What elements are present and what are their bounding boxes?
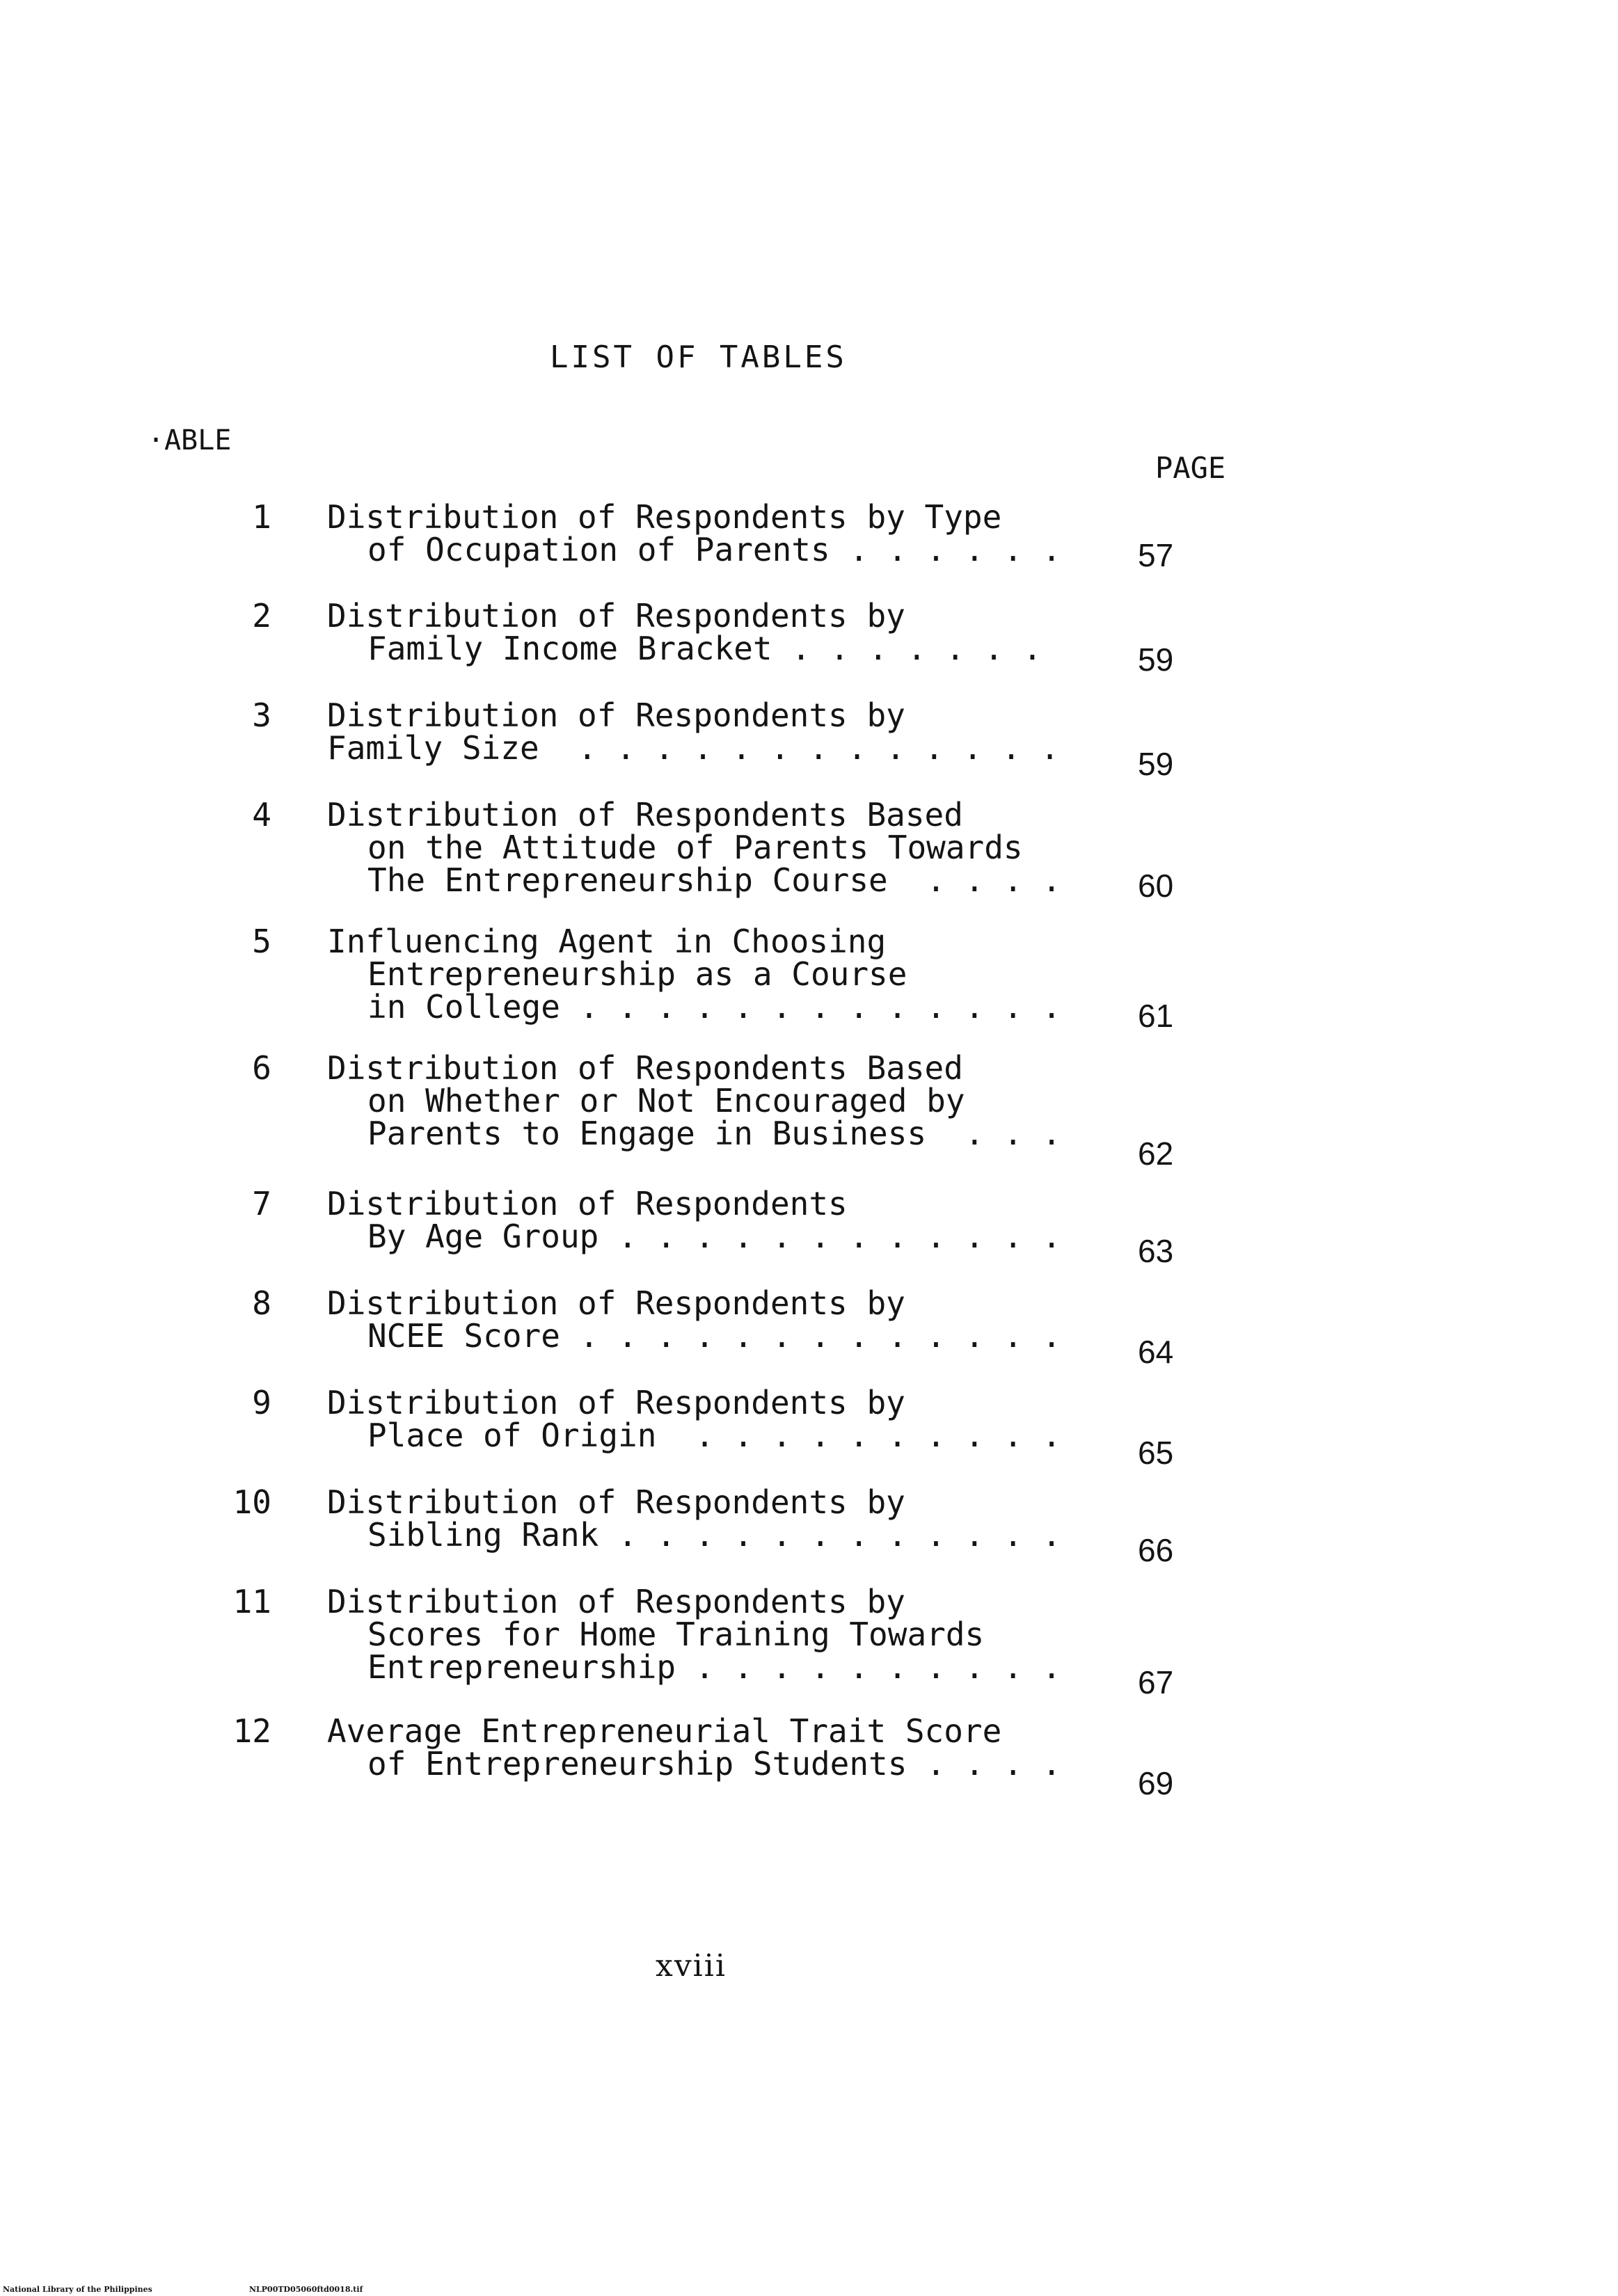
- table-entry-title-line: of Entrepreneurship Students . . . .: [367, 1745, 1061, 1783]
- table-entry-title-line: By Age Group . . . . . . . . . . . .: [367, 1218, 1061, 1255]
- table-entry-page: 64: [1138, 1334, 1174, 1370]
- table-entry-title-line: Entrepreneurship as a Course: [367, 955, 907, 993]
- table-entry-title-line: of Occupation of Parents . . . . . .: [367, 531, 1061, 568]
- table-entry-number: 9: [252, 1384, 271, 1421]
- table-entry-number: 6: [252, 1049, 271, 1087]
- table-entry-title: [327, 1583, 1253, 1686]
- table-entry-number: 4: [252, 796, 271, 834]
- table-entry-title-line: in College . . . . . . . . . . . . .: [367, 988, 1061, 1026]
- table-entry-title-line: Distribution of Respondents by: [327, 1483, 905, 1521]
- table-entry-title-line: NCEE Score . . . . . . . . . . . . .: [367, 1317, 1061, 1355]
- table-entry-number: 12: [232, 1712, 271, 1750]
- table-entry-number: 10: [232, 1483, 271, 1521]
- table-entry-title-line: Distribution of Respondents Based: [327, 1049, 963, 1087]
- table-entry-number: 1: [252, 498, 271, 536]
- table-entry-title: [327, 1483, 1253, 1554]
- table-entry-title-line: Distribution of Respondents Based: [327, 796, 963, 834]
- table-entry-title: [327, 1284, 1253, 1355]
- table-entry-number: 7: [252, 1185, 271, 1222]
- page-number: xviii: [656, 1948, 727, 1984]
- table-entry-page: 63: [1138, 1233, 1174, 1269]
- table-entry-title-line: Place of Origin . . . . . . . . . .: [367, 1417, 1061, 1454]
- table-entry-title: [327, 1185, 1253, 1255]
- table-entry-title: [327, 498, 1253, 568]
- table-entry-title: [327, 1049, 1253, 1152]
- table-entry-page: 67: [1138, 1664, 1174, 1700]
- table-entry-title-line: Distribution of Respondents by: [327, 1384, 905, 1421]
- footer-source: National Library of the Philippines: [3, 2285, 152, 2294]
- table-entry-page: 61: [1138, 998, 1174, 1034]
- table-entry-title-line: on Whether or Not Encouraged by: [367, 1082, 965, 1119]
- table-entry-title-line: Entrepreneurship . . . . . . . . . .: [367, 1648, 1061, 1686]
- table-entry-title: [327, 597, 1253, 667]
- table-entry-page: 69: [1138, 1765, 1174, 1801]
- table-entry-number: 5: [252, 923, 271, 960]
- table-entry-page: 66: [1138, 1532, 1174, 1568]
- table-entry-title-line: Distribution of Respondents by: [327, 1583, 905, 1620]
- table-entry-title-line: Distribution of Respondents by: [327, 597, 905, 635]
- table-entry-title-line: Family Income Bracket . . . . . . .: [367, 630, 1042, 667]
- table-entry-page: 59: [1138, 746, 1174, 782]
- table-entry-page: 62: [1138, 1135, 1174, 1172]
- table-entry-title-line: Sibling Rank . . . . . . . . . . . .: [367, 1516, 1061, 1554]
- table-entry-title: [327, 696, 1253, 767]
- table-entry-page: 57: [1138, 537, 1174, 573]
- table-entry-number: 11: [232, 1583, 271, 1620]
- table-entry-title-line: Scores for Home Training Towards: [367, 1616, 985, 1653]
- table-entry-title-line: Distribution of Respondents by Type: [327, 498, 1002, 536]
- table-entry-title-line: Distribution of Respondents by: [327, 1284, 905, 1322]
- table-column-header: ·ABLE: [148, 424, 232, 456]
- table-entry-number: 3: [252, 696, 271, 734]
- table-entry-number: 8: [252, 1284, 271, 1322]
- footer-file: NLP00TD05060ftd0018.tif: [249, 2285, 363, 2294]
- table-entry-number: 2: [252, 597, 271, 635]
- table-entry-page: 60: [1138, 868, 1174, 904]
- table-entry-title-line: Influencing Agent in Choosing: [327, 923, 887, 960]
- table-entry-title: [327, 923, 1253, 1026]
- table-entry-page: 59: [1138, 641, 1174, 678]
- table-entry-page: 65: [1138, 1435, 1174, 1471]
- table-entry-title-line: on the Attitude of Parents Towards: [367, 829, 1023, 866]
- table-entry-title-line: Distribution of Respondents: [327, 1185, 848, 1222]
- table-entry-title-line: The Entrepreneurship Course . . . .: [367, 861, 1061, 899]
- table-entry-title-line: Family Size . . . . . . . . . . . . .: [327, 729, 1060, 767]
- table-entry-title-line: Average Entrepreneurial Trait Score: [327, 1712, 1002, 1750]
- page-title: LIST OF TABLES: [550, 340, 847, 375]
- page-column-header: PAGE: [1155, 451, 1226, 485]
- table-entry-title-line: Distribution of Respondents by: [327, 696, 905, 734]
- table-entry-title: [327, 796, 1253, 899]
- table-entry-title-line: Parents to Engage in Business . . .: [367, 1115, 1061, 1152]
